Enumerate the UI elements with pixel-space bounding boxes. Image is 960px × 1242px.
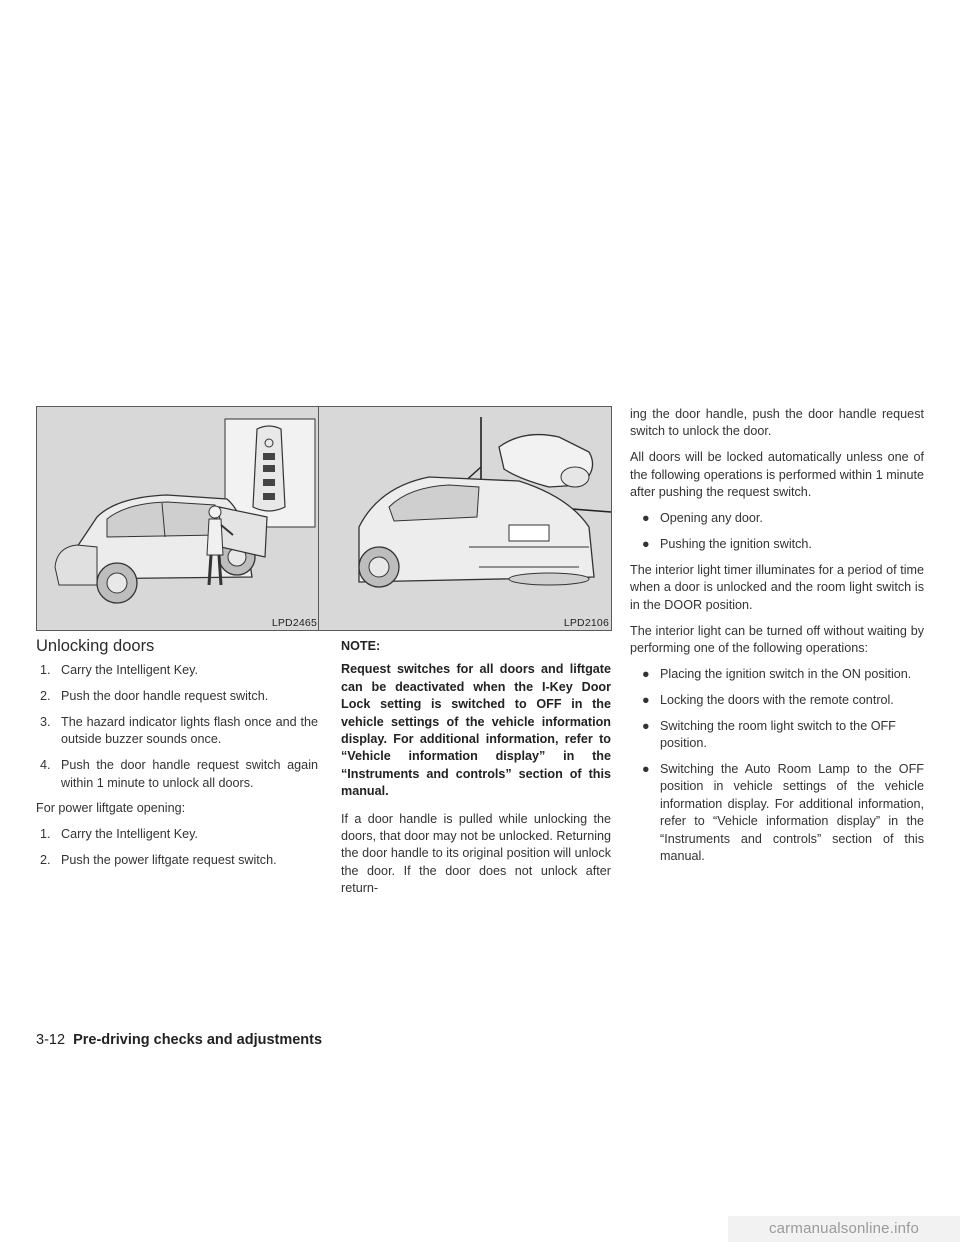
figure-code: LPD2106 (563, 617, 609, 629)
bullet-icon: ● (642, 718, 650, 733)
continuation-paragraph: ing the door handle, push the door handle request switch to unlock the door. (630, 407, 924, 439)
list-item: ● Switching the room light switch to the OFF position. (642, 718, 896, 751)
list-item: ● Placing the ignition switch in the ON position. (630, 666, 924, 683)
section-heading: Unlocking doors (36, 637, 155, 655)
list-item: 2. Push the door handle request switch. (40, 688, 269, 703)
liftgate-intro: For power liftgate opening: (36, 801, 186, 816)
list-item: ● Locking the doors with the remote control. (630, 692, 924, 709)
list-item: 3. The hazard indicator lights flash once and the outside buzzer sounds once. (40, 714, 318, 747)
auto-lock-paragraph: All doors will be locked automatically unless one of the following operations is performed within 1 minute after pushing the request switch. (630, 450, 924, 500)
note-title: NOTE: (341, 639, 381, 653)
figure-code: LPD2465 (271, 617, 317, 629)
list-item: 1. Carry the Intelligent Key. (40, 827, 198, 842)
car-rear-illustration (319, 407, 611, 630)
bullet-icon: ● (642, 536, 650, 551)
car-with-person-illustration (37, 407, 319, 630)
watermark: carmanualsonline.info (728, 1216, 960, 1242)
middle-column-text (341, 638, 611, 906)
bullet-icon: ● (642, 762, 650, 776)
page-number: 3-12 (36, 1032, 66, 1048)
bullet-icon: ● (642, 666, 650, 681)
chapter-title: Pre-driving checks and adjustments (73, 1032, 323, 1048)
list-item: 4. Push the door handle request switch again within 1 minute to unlock all doors. (40, 758, 318, 790)
list-item: ● Pushing the ignition switch. (630, 536, 924, 553)
list-item: 2. Push the power liftgate request switch. (40, 853, 277, 868)
timer-paragraph: The interior light timer illuminates for a period of time when a door is unlocked and the room light switch is in the DOOR position. (630, 562, 924, 612)
bullet-icon: ● (642, 692, 650, 707)
turn-off-paragraph: The interior light can be turned off without waiting by performing one of the following operations: (630, 623, 924, 655)
list-item: ● Opening any door. (630, 510, 924, 527)
figure-unlocking-doors (36, 406, 320, 631)
list-item: ● Switching the Auto Room Lamp to the OFF position in vehicle settings of the vehicle information display. For additional information, refer to “Vehicle information display” in the “Instruments and controls” section of this manual. (642, 762, 924, 864)
body-paragraph: If a door handle is pulled while unlocking the doors, that door may not be unlocked. Returning the door handle to its original position will unlock the door. If the door does not unlock after return- (341, 811, 611, 896)
right-column-text (630, 406, 924, 874)
bullet-icon: ● (642, 511, 650, 526)
note-body: Request switches for all doors and liftgate can be deactivated when the I-Key Door Lock setting is switched to OFF in the vehicle settings of the vehicle information display. For additional information, refer to “Vehicle information display” in the “Instruments and controls” section of this manual. (341, 662, 611, 799)
left-column-text (36, 662, 318, 878)
page-footer (36, 1032, 322, 1048)
figure-request-switch (318, 406, 612, 631)
list-item: 1. Carry the Intelligent Key. (40, 663, 198, 677)
